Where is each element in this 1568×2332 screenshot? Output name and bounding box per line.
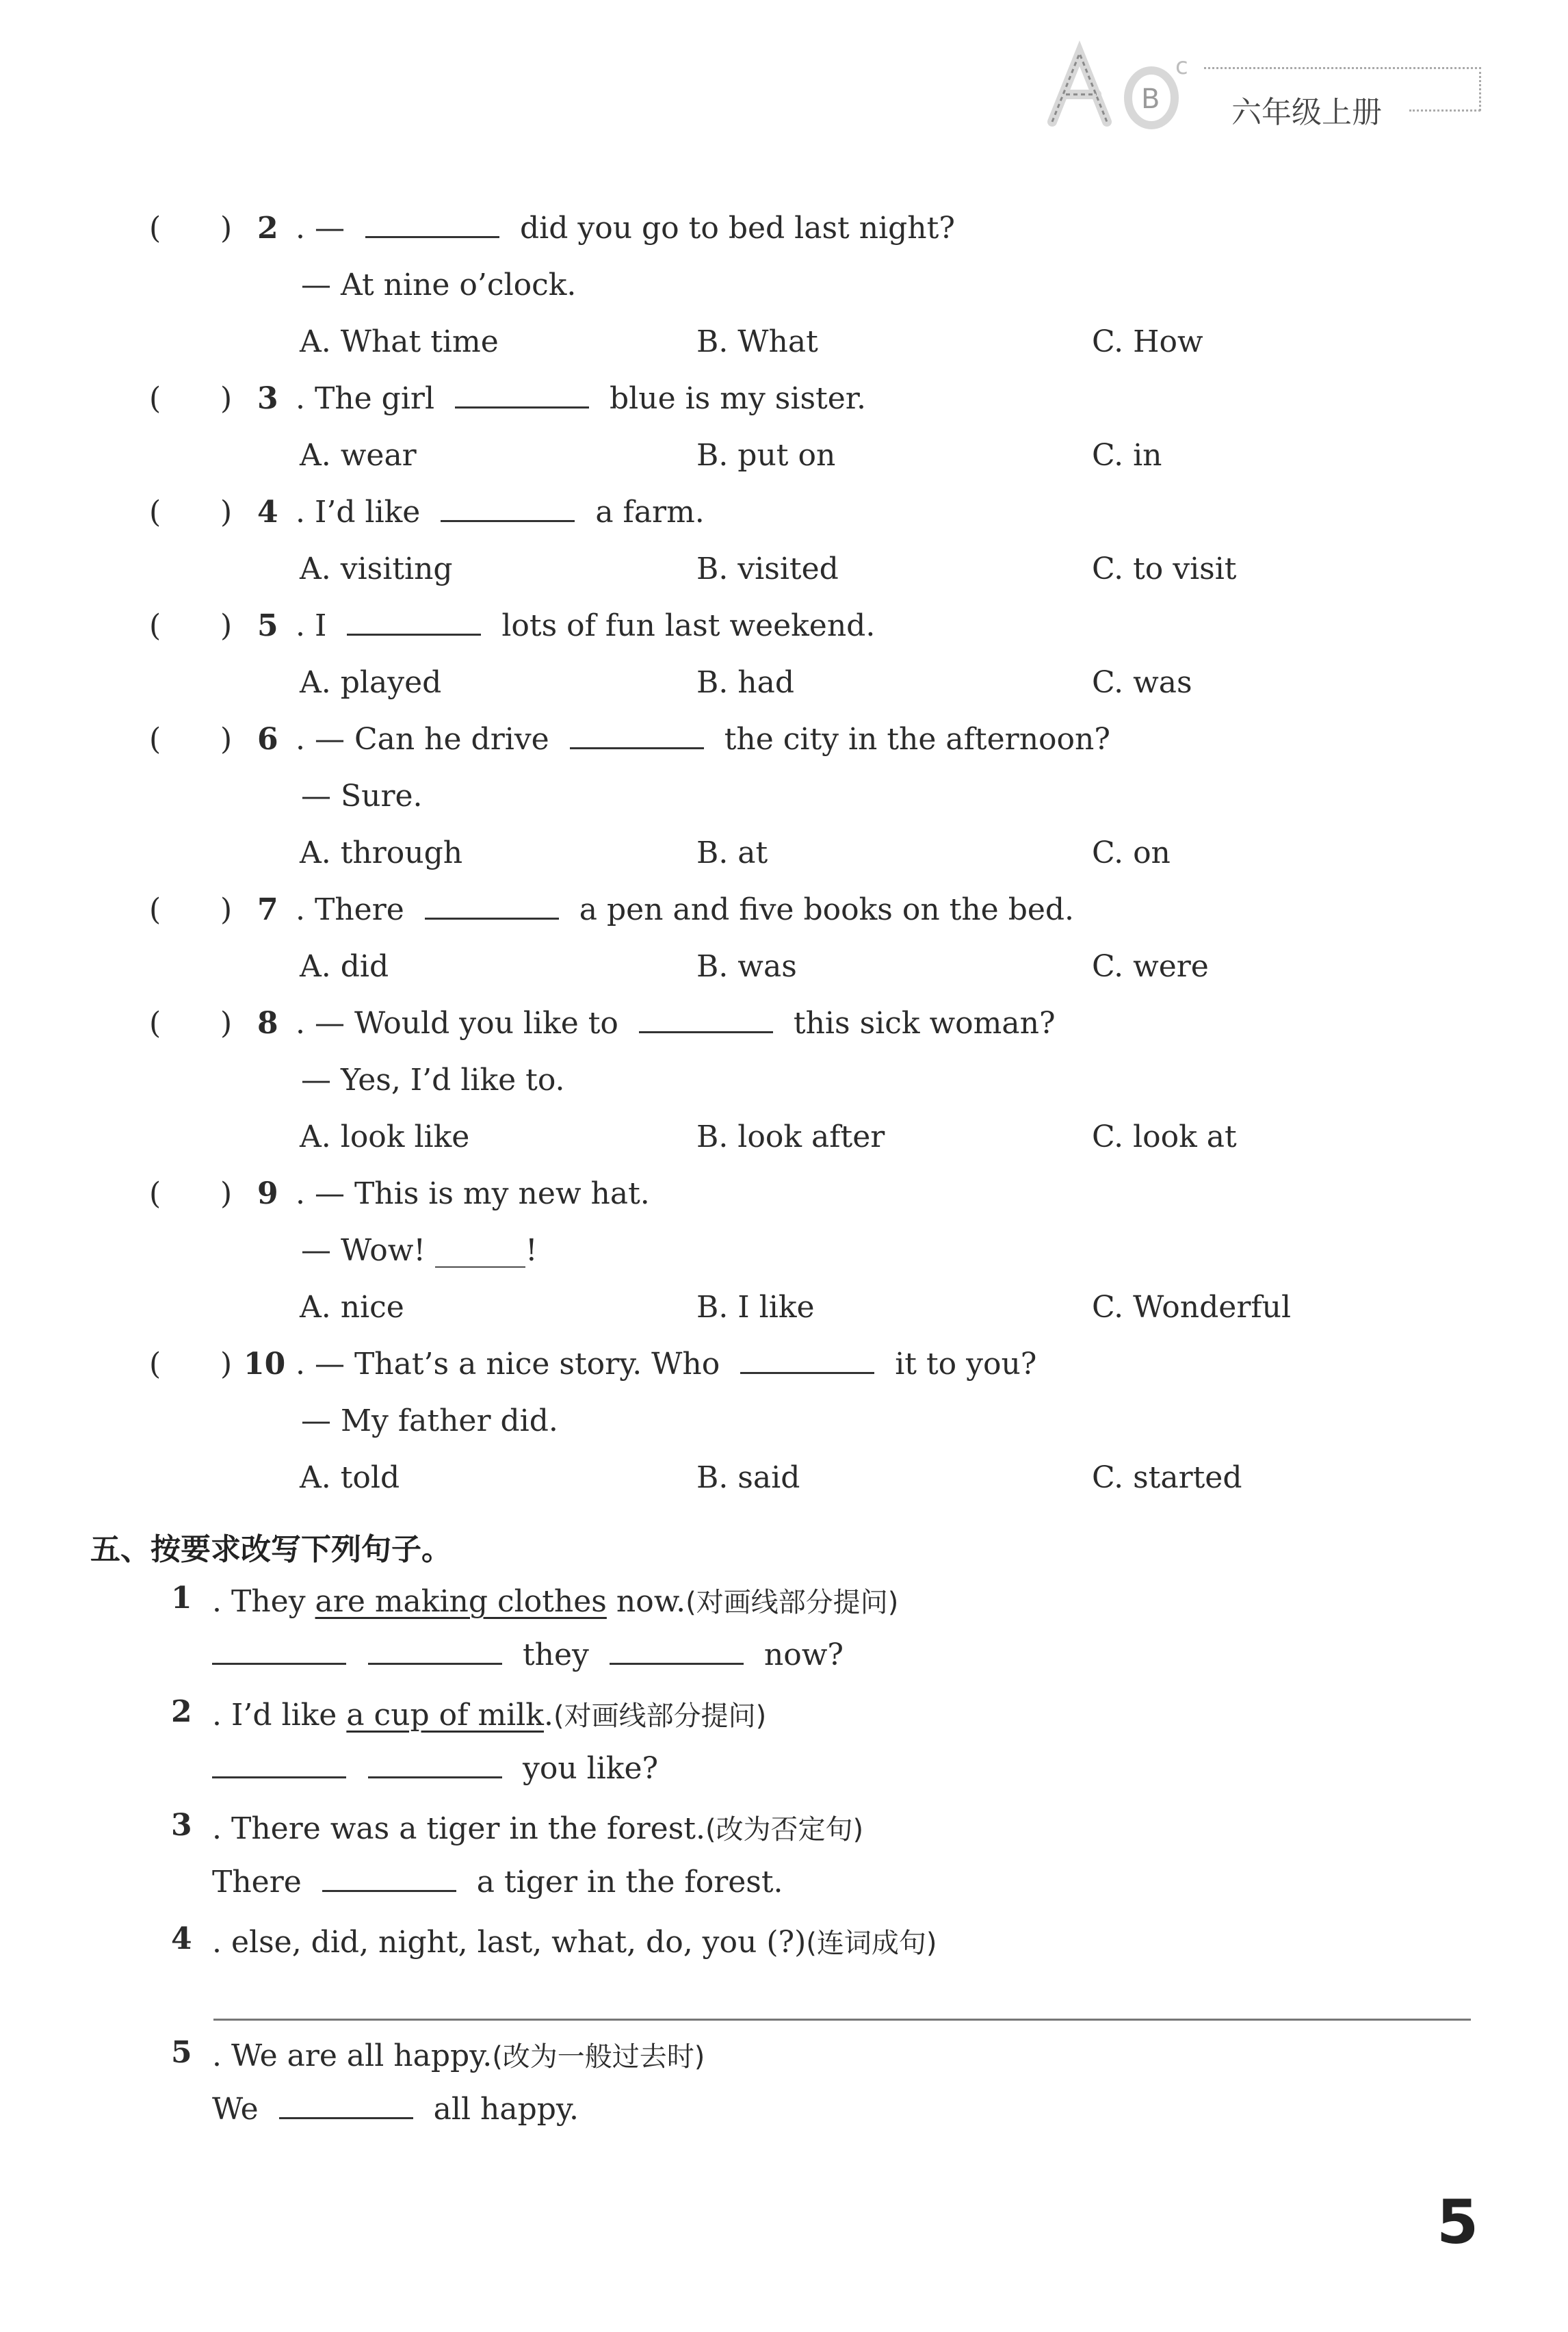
question-number: 6: [257, 722, 278, 757]
item-stem: . They are making clothes now.(对画线部分提问): [212, 1584, 899, 1619]
page-number: 5: [1437, 2187, 1479, 2257]
option-b[interactable]: B. had: [696, 665, 795, 700]
answer-paren-open: (: [149, 381, 161, 416]
option-b[interactable]: B. said: [696, 1460, 800, 1495]
question-number: 10: [244, 1347, 286, 1382]
options-row: [0, 431, 1568, 489]
item-number: 5: [171, 2035, 192, 2070]
option-a[interactable]: A. told: [300, 1460, 400, 1495]
instruction-note: (改为否定句): [705, 1814, 864, 1845]
question-6: [0, 715, 1568, 773]
answer-paren-open: (: [149, 892, 161, 927]
answer-paren-open: (: [149, 1006, 161, 1041]
option-b[interactable]: B. at: [696, 835, 768, 870]
section-title: 五、按要求改写下列句子。: [90, 1532, 452, 1567]
answer-paren-close: ): [220, 495, 233, 530]
question-9: [0, 1169, 1568, 1227]
fill-blank[interactable]: [322, 1867, 456, 1892]
item-number: 1: [171, 1581, 192, 1616]
question-number: 2: [257, 211, 278, 246]
question-stem: . I lots of fun last weekend.: [296, 608, 876, 643]
options-row: [0, 318, 1568, 375]
fill-blank[interactable]: [570, 724, 704, 749]
question-stem: . There a pen and five books on the bed.: [296, 892, 1075, 927]
option-c[interactable]: C. look at: [1092, 1119, 1237, 1154]
answer-line: There a tiger in the forest.: [212, 1865, 783, 1900]
rewrite-item-5: [0, 2028, 1568, 2086]
options-row: [0, 1113, 1568, 1170]
fill-blank[interactable]: [212, 1640, 346, 1665]
question-5: [0, 601, 1568, 659]
underlined-part: a cup of milk: [346, 1698, 544, 1733]
header-rule-bottom: [1409, 109, 1480, 112]
question-stem: . — did you go to bed last night?: [296, 211, 955, 246]
instruction-note: (对画线部分提问): [553, 1700, 767, 1732]
options-row: [0, 1283, 1568, 1340]
item-number: 3: [171, 1808, 192, 1843]
question-2: [0, 204, 1568, 261]
options-row: [0, 1453, 1568, 1511]
question-number: 7: [257, 892, 278, 927]
item-stem: . We are all happy.(改为一般过去时): [212, 2038, 705, 2073]
svg-text:c: c: [1175, 53, 1188, 80]
answer-paren-open: (: [149, 1347, 161, 1382]
grade-label: 六年级上册: [1231, 95, 1382, 130]
answer-paren-close: ): [220, 722, 233, 757]
options-row: [0, 658, 1568, 716]
question-number: 8: [257, 1006, 278, 1041]
fill-blank[interactable]: [455, 383, 589, 409]
answer-paren-open: (: [149, 722, 161, 757]
dialog-line: — My father did.: [301, 1403, 558, 1438]
answer-write-line[interactable]: [213, 2019, 1471, 2021]
fill-blank[interactable]: [347, 610, 481, 636]
answer-paren-close: ): [220, 211, 233, 246]
rewrite-item-2: [0, 1687, 1568, 1745]
options-row: [0, 942, 1568, 1000]
question-stem: . — Can he drive the city in the afternoon?: [296, 722, 1110, 757]
instruction-note: (改为一般过去时): [492, 2041, 705, 2073]
dialog-line: — Yes, I’d like to.: [301, 1063, 565, 1098]
rewrite-item-1: [0, 1574, 1568, 1631]
instruction-note: (对画线部分提问): [685, 1587, 899, 1618]
fill-blank[interactable]: [368, 1753, 502, 1778]
option-b[interactable]: B. look after: [696, 1119, 885, 1154]
question-stem: . The girl blue is my sister.: [296, 381, 866, 416]
question-number: 5: [257, 608, 278, 643]
rewrite-item-3: [0, 1801, 1568, 1858]
item-number: 2: [171, 1694, 192, 1729]
dialog-line: — Wow! ______!: [301, 1233, 538, 1268]
question-4: [0, 488, 1568, 545]
underlined-part: are making clothes: [315, 1584, 607, 1619]
header-rule-right: [1479, 67, 1481, 111]
option-a[interactable]: A. look like: [300, 1119, 470, 1154]
item-stem: . else, did, night, last, what, do, you (?)(连词成句): [212, 1925, 937, 1960]
answer-paren-open: (: [149, 1176, 161, 1211]
option-a[interactable]: A. What time: [300, 324, 499, 359]
option-a[interactable]: A. played: [300, 665, 442, 700]
answer-paren-close: ): [220, 1347, 233, 1382]
option-b[interactable]: B. put on: [696, 438, 836, 473]
option-c[interactable]: C. started: [1092, 1460, 1242, 1495]
answer-paren-open: (: [149, 211, 161, 246]
item-number: 4: [171, 1921, 192, 1956]
question-number: 9: [257, 1176, 278, 1211]
answer-paren-close: ): [220, 1176, 233, 1211]
options-row: [0, 829, 1568, 886]
answer-line: you like?: [0, 1744, 1568, 1802]
item-stem: . I’d like a cup of milk.(对画线部分提问): [212, 1698, 767, 1733]
answer-paren-open: (: [149, 495, 161, 530]
option-a[interactable]: A. wear: [300, 438, 417, 473]
answer-paren-close: ): [220, 1006, 233, 1041]
option-c[interactable]: C. were: [1092, 949, 1209, 984]
fill-blank[interactable]: [365, 213, 499, 238]
option-b[interactable]: B. What: [696, 324, 818, 359]
instruction-note: (连词成句): [806, 1928, 937, 1959]
option-b[interactable]: B. was: [696, 949, 797, 984]
question-stem: . I’d like a farm.: [296, 495, 705, 530]
question-3: [0, 374, 1568, 432]
fill-blank[interactable]: [279, 2094, 413, 2119]
fill-blank[interactable]: [610, 1640, 744, 1665]
fill-blank[interactable]: [441, 497, 575, 522]
question-stem: . — Would you like to this sick woman?: [296, 1006, 1056, 1041]
question-7: [0, 885, 1568, 943]
option-c[interactable]: C. to visit: [1092, 552, 1237, 586]
option-c[interactable]: C. Wonderful: [1092, 1290, 1292, 1325]
fill-blank[interactable]: [740, 1349, 874, 1374]
fill-blank[interactable]: [368, 1640, 502, 1665]
answer-line: We all happy.: [212, 2092, 579, 2127]
answer-paren-close: ): [220, 892, 233, 927]
option-c[interactable]: C. in: [1092, 438, 1162, 473]
answer-paren-close: ): [220, 608, 233, 643]
option-a[interactable]: A. nice: [300, 1290, 404, 1325]
fill-blank[interactable]: [212, 1753, 346, 1778]
option-a[interactable]: A. visiting: [300, 552, 453, 586]
item-stem: . There was a tiger in the forest.(改为否定句): [212, 1811, 864, 1846]
answer-paren-close: ): [220, 381, 233, 416]
rewrite-item-4: [0, 1915, 1568, 1972]
question-8: [0, 999, 1568, 1057]
header-rule: [1204, 67, 1481, 69]
fill-blank[interactable]: [639, 1008, 773, 1033]
option-b[interactable]: B. visited: [696, 552, 839, 586]
option-c[interactable]: C. was: [1092, 665, 1192, 700]
option-c[interactable]: C. How: [1092, 324, 1203, 359]
dialog-line: — Sure.: [301, 779, 423, 814]
dialog-line: — At nine o’clock.: [301, 268, 577, 302]
answer-paren-open: (: [149, 608, 161, 643]
svg-text:B: B: [1141, 83, 1160, 115]
option-a[interactable]: A. did: [300, 949, 389, 984]
ab-logo: [1038, 40, 1216, 142]
question-stem: . — That’s a nice story. Who it to you?: [296, 1347, 1037, 1382]
option-a[interactable]: A. through: [300, 835, 463, 870]
fill-blank[interactable]: [425, 894, 559, 920]
question-10: [0, 1340, 1568, 1397]
option-b[interactable]: B. I like: [696, 1290, 815, 1325]
options-row: [0, 545, 1568, 602]
question-number: 4: [257, 495, 278, 530]
question-stem: . — This is my new hat.: [296, 1176, 650, 1211]
option-c[interactable]: C. on: [1092, 835, 1171, 870]
question-number: 3: [257, 381, 278, 416]
answer-line: they now?: [0, 1631, 1568, 1688]
